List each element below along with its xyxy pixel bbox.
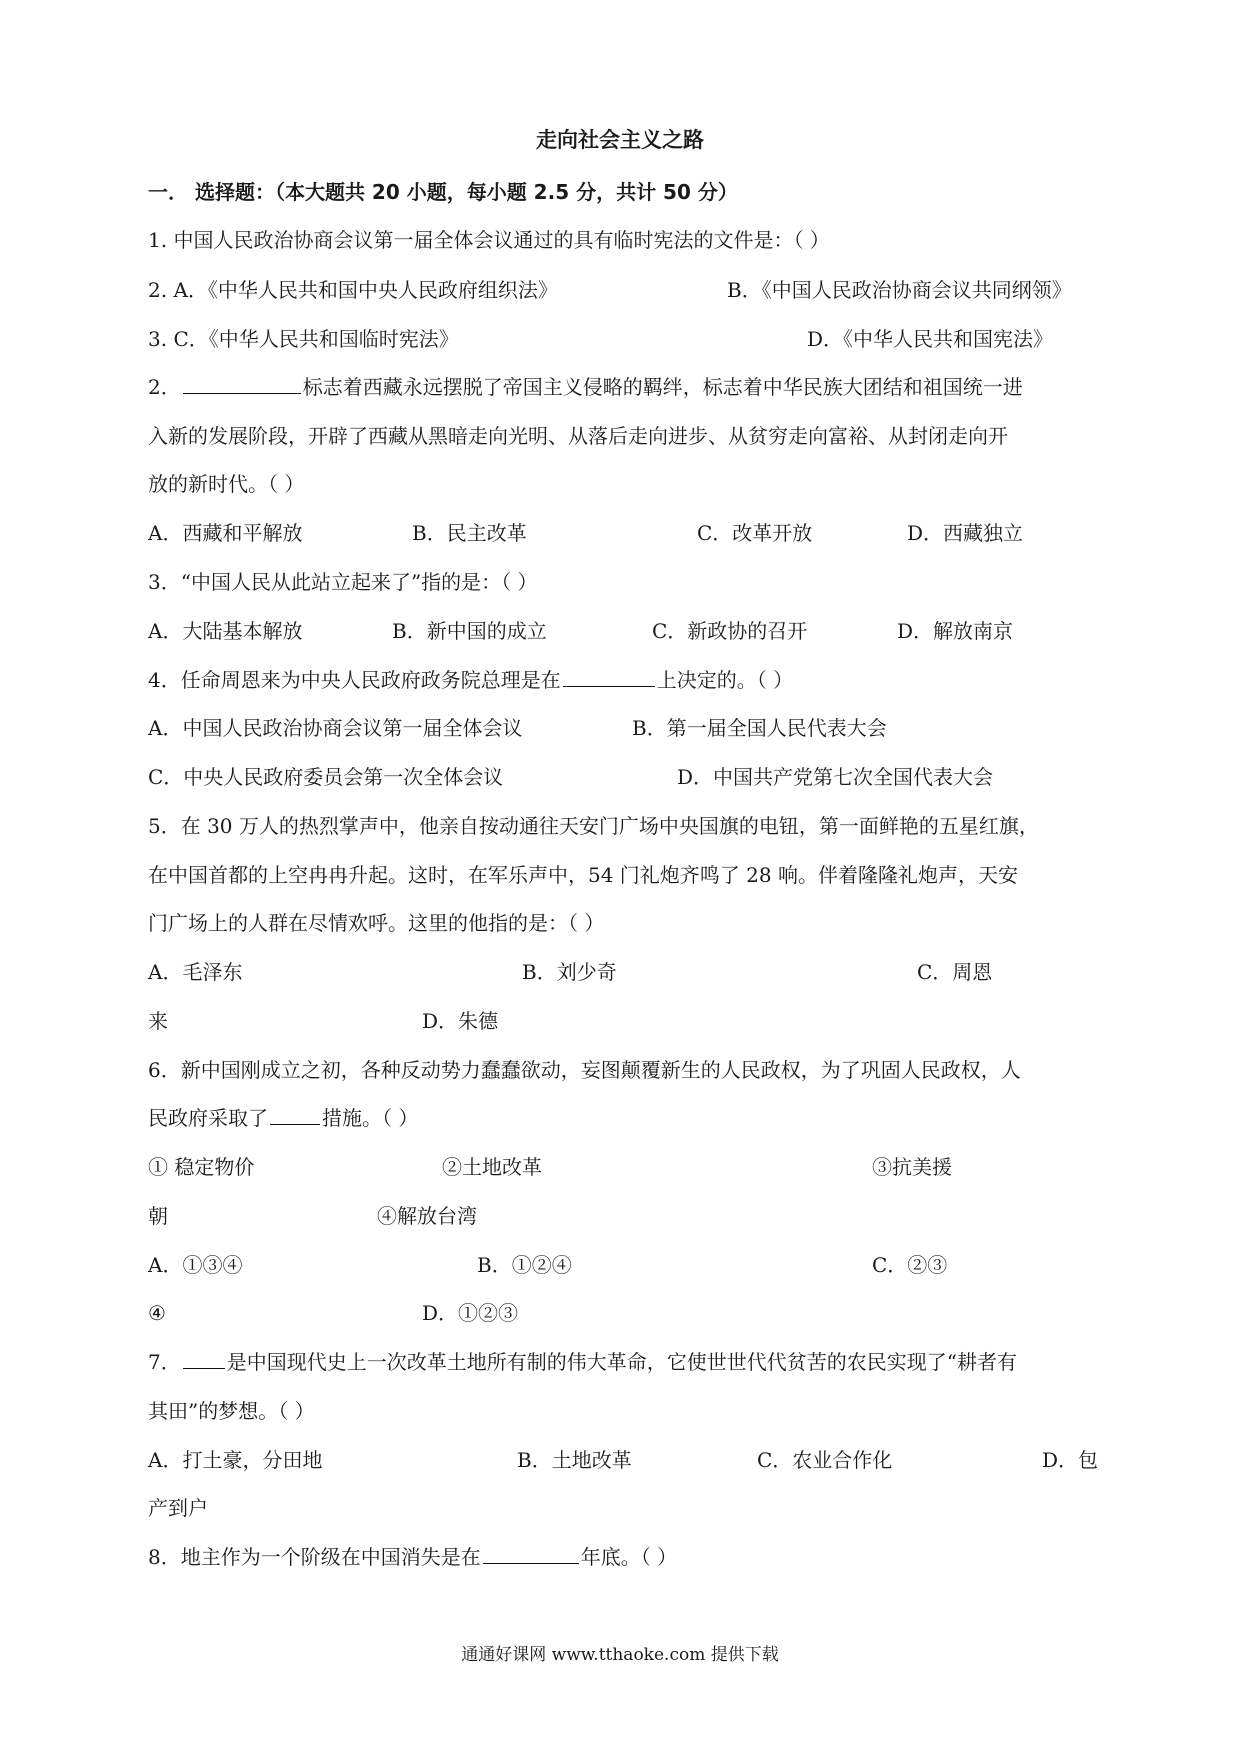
question-4-option-b: B．第一届全国人民代表大会	[632, 716, 887, 740]
question-5-option-c: C．周恩	[917, 960, 993, 984]
question-3-option-a: A．大陆基本解放	[148, 619, 303, 643]
question-7-option-c: C．农业合作化	[757, 1448, 893, 1472]
question-2-option-c: C．改革开放	[697, 521, 813, 545]
question-5-option-b: B．刘少奇	[522, 960, 617, 984]
question-6-item-1: ① 稳定物价	[148, 1155, 255, 1179]
page-footer: 通通好课网 www.tthaoke.com 提供下载	[461, 1645, 779, 1665]
question-3-option-c: C．新政协的召开	[652, 619, 808, 643]
question-8-stem	[148, 1543, 677, 1571]
question-6-option-d: D．①②③	[422, 1301, 519, 1325]
question-6-option-c-continued: ④	[148, 1301, 166, 1325]
question-2-stem-line3: 放的新时代。（ ）	[148, 472, 305, 496]
question-2-stem-line1	[148, 373, 1023, 401]
question-2-stem-text: 标志着西藏永远摆脱了帝国主义侵略的羁绊，标志着中华民族大团结和祖国统一进	[302, 375, 1023, 399]
question-2-option-d: D．西藏独立	[907, 521, 1024, 545]
question-4-prefix: 4．任命周恩来为中央人民政府政务院总理是在	[148, 668, 561, 692]
question-6-option-b: B．①②④	[477, 1253, 572, 1277]
question-1-option-a: 2. A．《中华人民共和国中央人民政府组织法》	[148, 278, 558, 302]
answer-blank	[183, 375, 301, 394]
question-5-option-a: A．毛泽东	[148, 960, 243, 984]
question-6-stem-line2	[148, 1104, 418, 1132]
question-5-option-c-continued: 来	[148, 1009, 168, 1033]
question-2-prefix: 2．	[148, 375, 181, 399]
question-7-stem-line2: 其田”的梦想。（ ）	[148, 1399, 315, 1423]
question-8-prefix: 8．地主作为一个阶级在中国消失是在	[148, 1545, 481, 1569]
answer-blank	[183, 1350, 225, 1369]
question-2-stem-line2: 入新的发展阶段，开辟了西藏从黑暗走向光明、从落后走向进步、从贫穷走向富裕、从封闭走向开	[148, 424, 1008, 448]
question-4-option-a: A．中国人民政治协商会议第一届全体会议	[148, 716, 523, 740]
question-7-option-a: A．打土豪，分田地	[148, 1448, 323, 1472]
answer-blank	[270, 1106, 320, 1125]
question-7-stem-line1	[148, 1348, 1017, 1376]
question-6-stem-suffix: 措施。（ ）	[322, 1106, 419, 1130]
question-3-option-b: B．新中国的成立	[392, 619, 547, 643]
question-3-stem: 3．“中国人民从此站立起来了”指的是：（ ）	[148, 570, 538, 594]
question-8-suffix: 年底。（ ）	[580, 1545, 678, 1569]
section-header: 一． 选择题：（本大题共 20 小题，每小题 2.5 分，共计 50 分）	[148, 180, 738, 204]
question-7-option-d-continued: 产到户	[148, 1496, 208, 1520]
question-6-option-a: A．①③④	[148, 1253, 243, 1277]
question-6-stem-prefix: 民政府采取了	[148, 1106, 268, 1130]
question-1-stem: 1. 中国人民政治协商会议第一届全体会议通过的具有临时宪法的文件是：（ ）	[148, 228, 830, 252]
question-6-item-3: ③抗美援	[872, 1155, 952, 1179]
question-2-option-a: A．西藏和平解放	[148, 521, 303, 545]
answer-blank	[483, 1545, 579, 1564]
question-5-stem-line1: 5．在 30 万人的热烈掌声中，他亲自按动通往天安门广场中央国旗的电钮，第一面鲜艳的五星红旗，	[148, 814, 1039, 838]
answer-blank	[563, 668, 655, 687]
question-4-suffix: 上决定的。（ ）	[656, 668, 794, 692]
question-7-option-b: B．土地改革	[517, 1448, 632, 1472]
question-4-option-c: C．中央人民政府委员会第一次全体会议	[148, 765, 504, 789]
question-7-option-d: D．包	[1042, 1448, 1099, 1472]
question-6-item-2: ②土地改革	[442, 1155, 542, 1179]
question-5-stem-line2: 在中国首都的上空冉冉升起。这时，在军乐声中，54 门礼炮齐鸣了 28 响。伴着隆隆礼炮声，天安	[148, 863, 1018, 887]
question-3-option-d: D．解放南京	[897, 619, 1014, 643]
question-4-option-d: D．中国共产党第七次全国代表大会	[677, 765, 994, 789]
question-5-stem-line3: 门广场上的人群在尽情欢呼。这里的他指的是：（ ）	[148, 911, 605, 935]
question-7-stem-text: 是中国现代史上一次改革土地所有制的伟大革命，它使世世代代贫苦的农民实现了“耕者有	[226, 1350, 1017, 1374]
question-6-item-4: ④解放台湾	[377, 1204, 477, 1228]
question-4-stem	[148, 666, 793, 694]
question-7-prefix: 7．	[148, 1350, 181, 1374]
page-title: 走向社会主义之路	[536, 128, 704, 152]
question-1-option-b: B．《中国人民政治协商会议共同纲领》	[727, 278, 1072, 302]
question-5-option-d: D．朱德	[422, 1009, 499, 1033]
question-6-option-c: C．②③	[872, 1253, 948, 1277]
question-6-item-3-continued: 朝	[148, 1204, 168, 1228]
question-2-option-b: B．民主改革	[412, 521, 527, 545]
question-1-option-c: 3. C．《中华人民共和国临时宪法》	[148, 327, 459, 351]
question-6-stem-line1: 6．新中国刚成立之初，各种反动势力蠢蠢欲动，妄图颠覆新生的人民政权，为了巩固人民政权，人	[148, 1058, 1021, 1082]
question-1-option-d: D．《中华人民共和国宪法》	[807, 327, 1054, 351]
